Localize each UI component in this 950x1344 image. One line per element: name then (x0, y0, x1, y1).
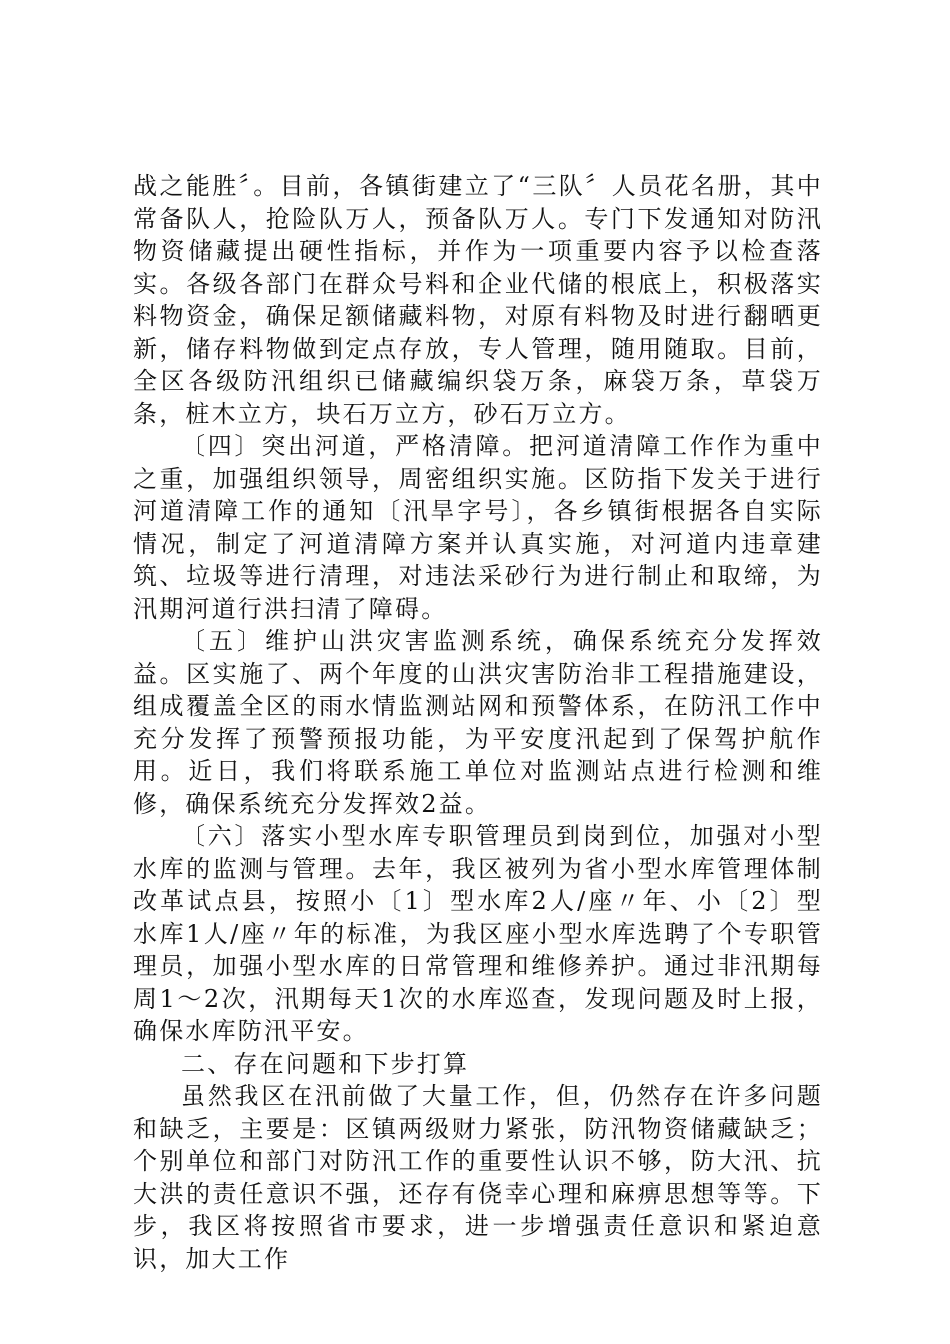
paragraph-flood-monitoring: 〔五〕维护山洪灾害监测系统，确保系统充分发挥效益。区实施了、两个年度的山洪灾害防治非工程措施建设，组成覆盖全区的雨水情监测站网和预警体系，在防汛工作中充分发挥了预警预报功能，为平安度汛起到了保驾护航作用。近日，我们将联系施工单位对监测站点进行检测和维修，确保系统充分发挥效2益。 (133, 627, 823, 818)
paragraph-materials-reserve: 战之能胜〞。目前，各镇街建立了“三队〞人员花名册，其中常备队人，抢险队万人，预备队万人。专门下发通知对防汛物资储藏提出硬性指标，并作为一项重要内容予以检查落实。各级各部门在群众号料和企业代储的根底上，积极落实料物资金，确保足额储藏料物，对原有料物及时进行翻晒更新，储存料物做到定点存放，专人管理，随用随取。目前，全区各级防汛组织已储藏编织袋万条，麻袋万条，草袋万条，桩木立方，块石万立方，砂石万立方。 (133, 172, 823, 428)
paragraph-problems: 虽然我区在汛前做了大量工作，但，仍然存在许多问题和缺乏，主要是：区镇两级财力紧张，防汛物资储藏缺乏；个别单位和部门对防汛工作的重要性认识不够，防大汛、抗大洪的责任意识不强，还存有侥幸心理和麻痹思想等等。下步，我区将按照省市要求，进一步增强责任意识和紧迫意识，加大工作 (133, 1082, 823, 1273)
paragraph-reservoir-management: 〔六〕落实小型水库专职管理员到岗到位，加强对小型水库的监测与管理。去年，我区被列为省小型水库管理体制改革试点县，按照小〔1〕型水库2人/座〃年、小〔2〕型水库1人/座〃年的标准，为我区座小型水库选聘了个专职管理员，加强小型水库的日常管理和维修养护。通过非汛期每周1～2次，汛期每天1次的水库巡查，发现问题及时上报，确保水库防汛平安。 (133, 822, 823, 1045)
section-heading-problems-plans: 二、存在问题和下步打算 (181, 1049, 470, 1078)
document-body (133, 170, 823, 1275)
paragraph-river-clearing: 〔四〕突出河道，严格清障。把河道清障工作作为重中之重，加强组织领导，周密组织实施。区防指下发关于进行河道清障工作的通知〔汛旱字号〕，各乡镇街根据各自实际情况，制定了河道清障方案并认真实施，对河道内违章建筑、垃圾等进行清理，对违法采砂行为进行制止和取缔，为汛期河道行洪扫清了障碍。 (133, 432, 823, 623)
